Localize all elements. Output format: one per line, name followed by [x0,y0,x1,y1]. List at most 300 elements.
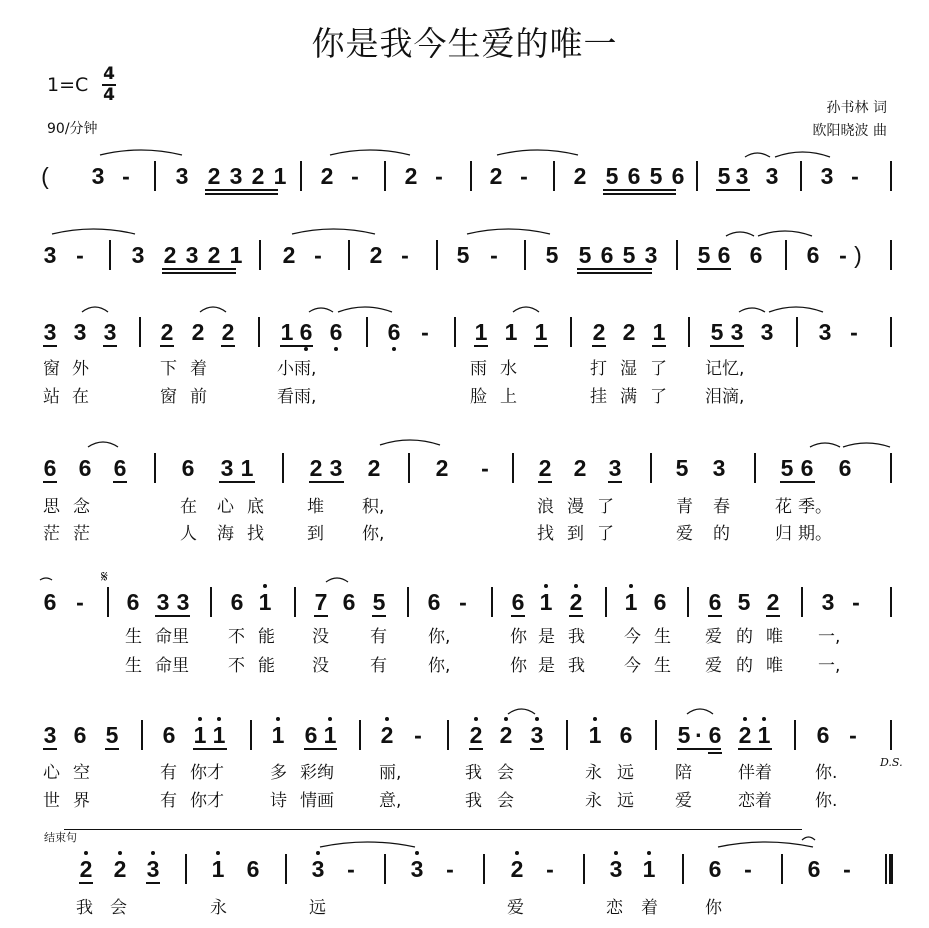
lyric-syllable: 心 [217,497,234,517]
lyric-syllable: 在 [180,497,197,517]
lyric-syllable: 漫 [567,497,584,517]
note: 3 [131,242,145,268]
lyric-syllable: 积, [362,497,385,517]
note: 2 [738,722,752,748]
lyric-syllable: 你 [510,656,527,676]
slur-arc [758,231,812,236]
underline [43,748,57,750]
dash: - [314,242,322,268]
ending-label: 结束句 [44,831,77,844]
underline [205,193,278,195]
lyric-syllable: 爱 [705,656,722,676]
underline [43,345,57,347]
low-octave-dot [392,347,396,351]
lyricist-credit: 孙书林 词 [826,100,887,116]
barline [259,240,261,270]
note: 1 [642,856,656,882]
underline [592,345,606,347]
note: 2 [766,589,780,615]
lyric-syllable: 丽, [379,763,402,783]
barline [688,317,690,347]
note: 6 [78,455,92,481]
underline [534,345,548,347]
note: 3 [185,242,199,268]
high-octave-dot [762,717,766,721]
high-octave-dot [415,851,419,855]
lyric-syllable: 找 [537,524,554,544]
slur-arc [843,443,890,447]
dash: - [520,163,528,189]
low-octave-dot [304,347,308,351]
segno-sign: 𝄋 [101,567,108,586]
lyric-syllable: 打 [590,359,607,379]
underline [105,748,119,750]
underline [160,345,174,347]
note: 2 [369,242,383,268]
lyric-syllable: 青 [676,497,693,517]
barline [454,317,456,347]
note: 6 [181,455,195,481]
note: 5 [456,242,470,268]
lyric-syllable: 站 [43,387,60,407]
barline [185,854,187,884]
underline [511,615,525,617]
note: 5 [677,722,691,748]
note: 2 [251,163,265,189]
slur-arc [745,153,770,157]
dash: - [851,163,859,189]
underline [677,748,721,750]
high-octave-dot [276,717,280,721]
lyric-syllable: 我 [465,763,482,783]
lyric-syllable: 没 [312,656,329,676]
lyric-syllable: 一, [818,627,841,647]
note: 6 [600,242,614,268]
note: 2 [573,163,587,189]
lyric-syllable: 唯 [766,627,783,647]
barline [139,317,141,347]
lyric-syllable: 脸 [470,387,487,407]
note: 2 [489,163,503,189]
lyric-syllable: 窗 [43,359,60,379]
underline [538,481,552,483]
slur-arc [769,307,823,312]
lyric-syllable: 我 [465,791,482,811]
note: 5 [545,242,559,268]
high-octave-dot [316,851,320,855]
time-signature-bottom: 4 [103,85,115,105]
note: 6 [43,455,57,481]
lyric-syllable: 恋着 [738,791,772,811]
note: 6 [708,722,722,748]
note: 1 [504,319,518,345]
slur-arc [739,308,765,312]
lyric-syllable: 念 [73,497,90,517]
barline [890,161,892,191]
underline [113,481,127,483]
underline [162,272,236,274]
lyric-syllable: 生 [125,656,142,676]
lyric-syllable: 了 [597,524,614,544]
slur-arc [718,842,813,847]
note: 3 [156,589,170,615]
final-barline [885,854,887,884]
note: 6 [619,722,633,748]
note: 2 [569,589,583,615]
note: 2 [573,455,587,481]
note: 6 [627,163,641,189]
barline [655,720,657,750]
barline [682,854,684,884]
note: 6 [806,242,820,268]
underline [221,345,235,347]
note: 6 [113,455,127,481]
lyric-syllable: 诗 [270,791,287,811]
note: 5 [675,455,689,481]
note: 6 [299,319,313,345]
slur-arc [513,307,539,312]
slur-arc [309,308,333,312]
lyric-syllable: 了 [650,387,667,407]
barline [890,453,892,483]
lyric-syllable: 的 [736,627,753,647]
note: 3 [765,163,779,189]
dot-rhythm: · [695,722,703,748]
dash: - [850,319,858,345]
note: 3 [818,319,832,345]
lyric-syllable: 情画 [300,791,334,811]
note: 1 [271,722,285,748]
note: 6 [671,163,685,189]
note: 1 [240,455,254,481]
barline [512,453,514,483]
barline [687,587,689,617]
note: 5 [372,589,386,615]
barline [436,240,438,270]
barline [781,854,783,884]
note: 3 [820,163,834,189]
high-octave-dot [151,851,155,855]
lyric-syllable: 你, [428,627,451,647]
underline [314,615,328,617]
lyric-syllable: 满 [620,387,637,407]
barline [258,317,260,347]
ds-marking: D.S. [880,756,903,769]
underline [103,345,117,347]
dash: - [435,163,443,189]
note: 6 [230,589,244,615]
lyric-syllable: 上 [500,387,517,407]
dash: - [459,589,467,615]
note: 3 [146,856,160,882]
lyric-syllable: 你, [428,656,451,676]
barline [359,720,361,750]
underline [79,882,93,884]
note: 6 [162,722,176,748]
underline [603,189,676,191]
dash: - [347,856,355,882]
slur-arc [508,709,535,714]
underline [710,345,744,347]
note: 6 [749,242,763,268]
underline [304,748,337,750]
lyric-syllable: 小雨, [277,359,317,379]
note: 2 [113,856,127,882]
slur-arc [100,150,182,155]
note: 3 [43,242,57,268]
note: 3 [410,856,424,882]
note: 1 [588,722,602,748]
note: 2 [404,163,418,189]
lyric-syllable: 的 [713,524,730,544]
lyric-syllable: 着 [190,359,207,379]
barline [154,453,156,483]
lyric-syllable: 春 [713,497,730,517]
note: 2 [510,856,524,882]
lyric-syllable: 湿 [620,359,637,379]
lyric-syllable: 期。 [798,524,832,544]
underline [372,615,386,617]
lyric-syllable: 爱 [705,627,722,647]
lyric-syllable: 的 [736,656,753,676]
high-octave-dot [544,584,548,588]
lyric-syllable: 伴着 [738,763,772,783]
lyric-syllable: 记忆, [705,359,745,379]
slur-arc [726,232,754,236]
high-octave-dot [743,717,747,721]
note: 1 [280,319,294,345]
barline [107,587,109,617]
lyric-syllable: 心 [43,763,60,783]
barline [583,854,585,884]
lyric-syllable: 茫 [43,524,60,544]
lyric-syllable: 命里 [155,656,189,676]
low-octave-dot [334,347,338,351]
lyric-syllable: 永 [585,763,602,783]
barline [210,587,212,617]
note: 3 [176,589,190,615]
lyric-syllable: 思 [43,497,60,517]
note: 6 [816,722,830,748]
lyric-syllable: 唯 [766,656,783,676]
time-signature-top: 4 [103,64,115,84]
note: 3 [730,319,744,345]
underline [280,345,313,347]
time-signature [102,66,116,104]
note: 2 [282,242,296,268]
lyric-syllable: 远 [309,898,326,918]
lyric-syllable: 泪滴, [705,387,745,407]
lyric-syllable: 你 [705,898,722,918]
high-octave-dot [574,584,578,588]
note: 3 [608,455,622,481]
barline [470,161,472,191]
lyric-syllable: 人 [180,524,197,544]
underline [708,752,722,754]
note: 2 [367,455,381,481]
slur-arc [330,150,410,155]
slur-arc [320,842,415,847]
lyric-syllable: 下 [160,359,177,379]
note: 1 [229,242,243,268]
note: 1 [211,856,225,882]
underline [603,193,676,195]
underline [569,615,583,617]
lyric-syllable: 会 [497,763,514,783]
lyric-syllable: 不 [228,627,245,647]
barline [491,587,493,617]
lyric-syllable: 了 [597,497,614,517]
note: 3 [103,319,117,345]
lyric-syllable: 生 [654,627,671,647]
note: 6 [304,722,318,748]
note: 6 [708,589,722,615]
dash: - [839,242,847,268]
barline [348,240,350,270]
lyric-syllable: 能 [258,627,275,647]
underline [577,268,652,270]
high-octave-dot [647,851,651,855]
slur-arc [52,229,135,234]
lyric-syllable: 看雨, [277,387,317,407]
note: 2 [538,455,552,481]
high-octave-dot [535,717,539,721]
note: 6 [342,589,356,615]
high-octave-dot [216,851,220,855]
note: 2 [160,319,174,345]
note: 2 [309,455,323,481]
high-octave-dot [504,717,508,721]
lyric-syllable: 浪 [537,497,554,517]
lyric-syllable: 前 [190,387,207,407]
lyric-syllable: 到 [567,524,584,544]
underline [309,481,344,483]
barline [384,854,386,884]
dash: - [421,319,429,345]
lyric-syllable: 水 [500,359,517,379]
barline [800,161,802,191]
barline [785,240,787,270]
note: 6 [708,856,722,882]
slur-arc [687,709,713,714]
lyric-syllable: 爱 [676,524,693,544]
note: 6 [246,856,260,882]
dash: - [744,856,752,882]
lyric-syllable: 有 [370,627,387,647]
lyric-syllable: 不 [228,656,245,676]
note: 6 [807,856,821,882]
lyric-syllable: 在 [72,387,89,407]
barline [447,720,449,750]
note: 2 [191,319,205,345]
note: 6 [427,589,441,615]
dash: - [351,163,359,189]
slur-arc [200,307,226,312]
note: 6 [387,319,401,345]
high-octave-dot [198,717,202,721]
note: 3 [329,455,343,481]
note: 6 [653,589,667,615]
barline [650,453,652,483]
lyric-syllable: 生 [654,656,671,676]
barline [890,720,892,750]
note: 5 [649,163,663,189]
dash: - [481,455,489,481]
note: 6 [126,589,140,615]
note: 1 [273,163,287,189]
barline [250,720,252,750]
note: 3 [735,163,749,189]
lyric-syllable: 有 [370,656,387,676]
note: 6 [511,589,525,615]
ending-bracket [64,829,802,830]
underline [766,615,780,617]
barline [794,720,796,750]
lyric-syllable: 你才 [190,791,224,811]
lyric-syllable: 雨 [470,359,487,379]
note: 2 [221,319,235,345]
close-paren: ) [854,242,862,268]
note: 2 [469,722,483,748]
slur-arc [88,442,118,447]
lyric-syllable: 着 [641,898,658,918]
note: 1 [212,722,226,748]
underline [205,189,278,191]
lyric-syllable: 有 [160,763,177,783]
lyric-syllable: 一, [818,656,841,676]
lyric-syllable: 我 [568,627,585,647]
note: 2 [320,163,334,189]
lyric-syllable: 茫 [73,524,90,544]
barline [566,720,568,750]
lyric-syllable: 找 [247,524,264,544]
barline [408,453,410,483]
barline [676,240,678,270]
high-octave-dot [385,717,389,721]
note: 3 [760,319,774,345]
note: 7 [314,589,328,615]
barline [801,587,803,617]
note: 3 [644,242,658,268]
lyric-syllable: 意, [379,791,402,811]
underline [716,189,750,191]
open-paren: ( [41,163,49,189]
lyric-syllable: 季。 [798,497,832,517]
note: 1 [757,722,771,748]
barline [796,317,798,347]
note: 3 [73,319,87,345]
underline [155,615,190,617]
note: 5 [105,722,119,748]
slur-arc [338,307,392,312]
high-octave-dot [328,717,332,721]
lyric-syllable: 海 [217,524,234,544]
lyric-syllable: 你. [815,763,838,783]
lyric-syllable: 会 [110,898,127,918]
note: 5 [622,242,636,268]
note: 2 [592,319,606,345]
lyric-syllable: 命里 [155,627,189,647]
lyric-syllable: 窗 [160,387,177,407]
note: 6 [800,455,814,481]
lyric-syllable: 你 [510,627,527,647]
underline [146,882,160,884]
lyric-syllable: 花 [775,497,792,517]
underline [162,268,236,270]
barline [754,453,756,483]
lyric-syllable: 我 [76,898,93,918]
dash: - [546,856,554,882]
